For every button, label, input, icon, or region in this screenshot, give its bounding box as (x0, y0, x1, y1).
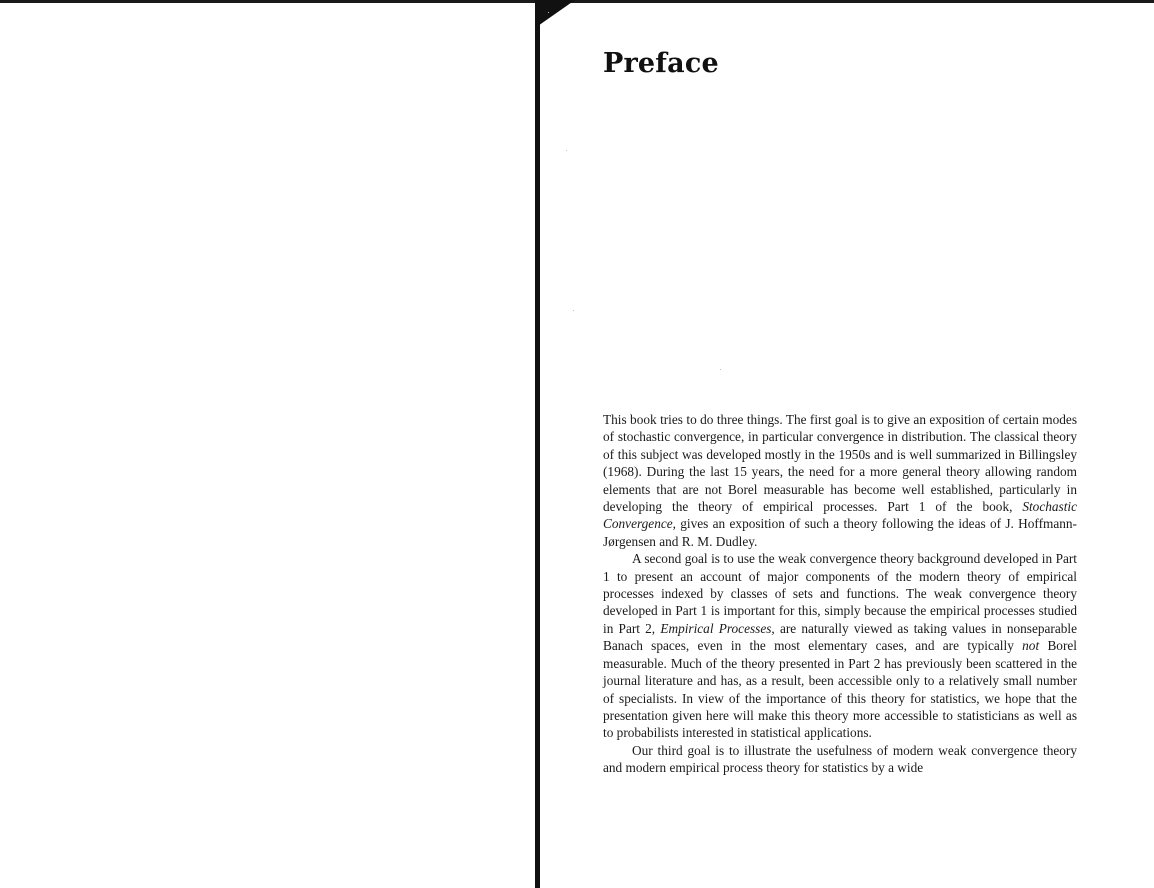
paragraph-2-italic-title: Empirical Processes (660, 620, 772, 636)
paragraph-2-text-c: Borel measurable. Much of the theory presented in Part 2 has previously been scattered in the journal literature and has, as a result, been accessible only to a relatively small number of specialists. In view of the importance of this theory for statistics, we hope that the presentation given here will make this theory more accessible to statisticians as well as to probabilists interested in statistical applications. (603, 638, 1077, 741)
chapter-title: Preface (603, 48, 719, 79)
paragraph-2 (603, 550, 1077, 741)
paragraph-3-text: Our third goal is to illustrate the usefulness of modern weak convergence theory and modern empirical process theory for statistics by a wide (603, 742, 1077, 776)
paragraph-1 (603, 411, 1077, 550)
paragraph-3 (603, 742, 1077, 777)
paragraph-2-italic-not: not (1022, 638, 1040, 654)
preface-body (603, 411, 1077, 777)
paragraph-1-text-a: This book tries to do three things. The first goal is to give an exposition of certain modes of stochastic convergence, in particular convergence in distribution. The classical theory of this subject was developed mostly in the 1950s and is well summarized in Billingsley (1968). During the last 15 years, the need for a more general theory allowing random elements that are not Borel measurable has become well established, particularly in developing the theory of empirical processes. Part 1 of the book, (603, 412, 1077, 515)
right-page (540, 0, 1154, 888)
left-page (0, 0, 536, 888)
paragraph-2-text-a: A second goal is to use the weak convergence theory background developed in Part 1 to present an account of major components of the modern theory of empirical processes indexed by classes of sets and functions. The weak convergence theory developed in Part 1 is important for this, simply because the empirical processes studied in Part 2, (603, 551, 1077, 636)
paragraph-1-text-b: , gives an exposition of such a theory following the ideas of J. Hoffmann-Jørgensen and R. M. Dudley. (603, 516, 1077, 549)
paragraph-1-italic-title: Stochastic Convergence (603, 499, 1077, 532)
paragraph-2-text-b: , are naturally viewed as taking values in nonseparable Banach spaces, even in the most elementary cases, and are typically (603, 620, 1078, 654)
